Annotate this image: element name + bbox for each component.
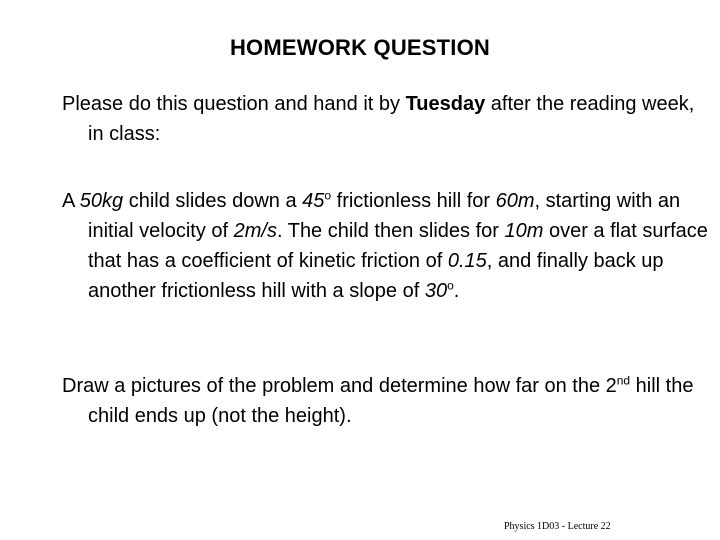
problem-text: . (453, 280, 460, 302)
mass-value: 50kg (79, 190, 124, 212)
task-text-end: hill the child ends up (not the height). (88, 375, 694, 427)
instructions-text-end: after the reading week, in class: (88, 93, 695, 145)
task-paragraph (62, 371, 708, 431)
initial-velocity: 2m/s (233, 220, 277, 242)
problem-text: , starting with an initial velocity of (88, 190, 681, 242)
degree-symbol: o (324, 188, 332, 203)
problem-text: over a flat surface that has a coefficient of kinetic friction of (88, 220, 708, 272)
problem-paragraph (62, 186, 708, 306)
task-text-start: Draw a pictures of the problem and determine how far on the 2 (62, 375, 617, 397)
problem-text: A (62, 190, 80, 212)
problem-text: child slides down a (123, 190, 303, 212)
problem-text: . The child then slides for (276, 220, 505, 242)
problem-text: , and finally back up another frictionless hill with a slope of (88, 250, 664, 302)
degree-symbol: o (447, 278, 454, 293)
ordinal-suffix: nd (616, 373, 631, 388)
due-day: Tuesday (405, 93, 486, 115)
first-slope-angle: 45 (302, 190, 325, 212)
flat-distance: 10m (504, 220, 544, 242)
slide-title: HOMEWORK QUESTION (229, 35, 491, 60)
instructions-text-start: Please do this question and hand it by (62, 93, 406, 115)
first-hill-distance: 60m (495, 190, 535, 212)
second-slope-angle: 30 (424, 280, 448, 302)
slide-footer: Physics 1D03 - Lecture 22 (504, 521, 611, 532)
problem-text: frictionless hill for (331, 190, 496, 212)
instructions-paragraph (62, 89, 708, 149)
friction-coefficient: 0.15 (447, 250, 487, 272)
